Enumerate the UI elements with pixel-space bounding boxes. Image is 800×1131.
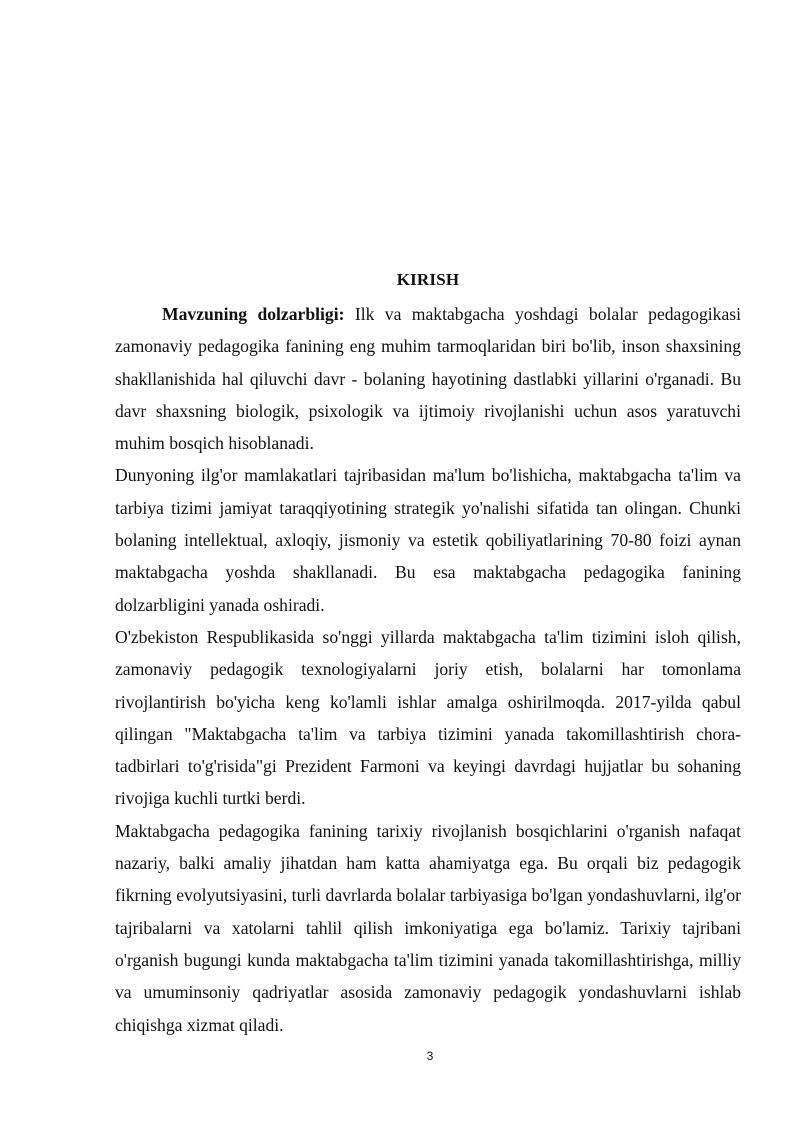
paragraph-relevance (115, 298, 741, 459)
paragraph-lead: Mavzuning dolzarbligi: (162, 304, 345, 324)
paragraph-world-experience: Dunyoning ilg'or mamlakatlari tajribasidan ma'lum bo'lishicha, maktabgacha ta'lim va tarbiya tizimi jamiyat taraqqiyotining strategik yo'nalishi sifatida tan olingan. Chunki bolaning intellektual, axloqiy, jismoniy va estetik qobiliyatlarining 70-80 foizi aynan maktabgacha yoshda shakllanadi. Bu esa maktabgacha pedagogika fanining dolzarbligini yanada oshiradi. (115, 465, 741, 615)
paragraph-uzbekistan-reforms: O'zbekiston Respublikasida so'nggi yillarda maktabgacha ta'lim tizimini isloh qilish, zamonaviy pedagogik texnologiyalarni joriy etish, bolalarni har tomonlama rivojlantirish bo'yicha keng ko'lamli ishlar amalga oshirilmoqda. 2017-yilda qabul qilingan "Maktabgacha ta'lim va tarbiya tizimini yanada takomillashtirish chora-tadbirlari to'g'risida"gi Prezident Farmoni va keyingi davrdagi hujjatlar bu sohaning rivojiga kuchli turtki berdi. (115, 626, 741, 809)
paragraph-historical-study: Maktabgacha pedagogika fanining tarixiy rivojlanish bosqichlarini o'rganish nafaqat nazariy, balki amaliy jihatdan ham katta ahamiyatga ega. Bu orqali biz pedagogik fikrning evolyutsiyasini, turli davrlarda bolalar tarbiyasiga bo'lgan yondashuvlarni, ilg'or tajribalarni va xatolarni tahlil qilish imkoniyatiga ega bo'lamiz. Tarixiy tajribani o'rganish bugungi kunda maktabgacha ta'lim tizimini yanada takomillashtirishga, milliy va umuminsoniy qadriyatlar asosida zamonaviy pedagogik yondashuvlarni ishlab chiqishga xizmat qiladi. (115, 820, 741, 1035)
page-number: 3 (426, 1049, 434, 1063)
paragraph-text: Ilk va maktabgacha yoshdagi bolalar pedagogikasi zamonaviy pedagogika fanining eng muhim tarmoqlaridan biri bo'lib, inson shaxsining shakllanishida hal qiluvchi davr - bolaning hayotining dastlabki yillarini o'rganadi. Bu davr shaxsning biologik, psixologik va ijtimoiy rivojlanishi uchun asos yaratuvchi muhim bosqich hisoblanadi. (115, 304, 741, 454)
body-text (115, 298, 741, 1041)
section-heading: KIRISH (396, 270, 460, 289)
